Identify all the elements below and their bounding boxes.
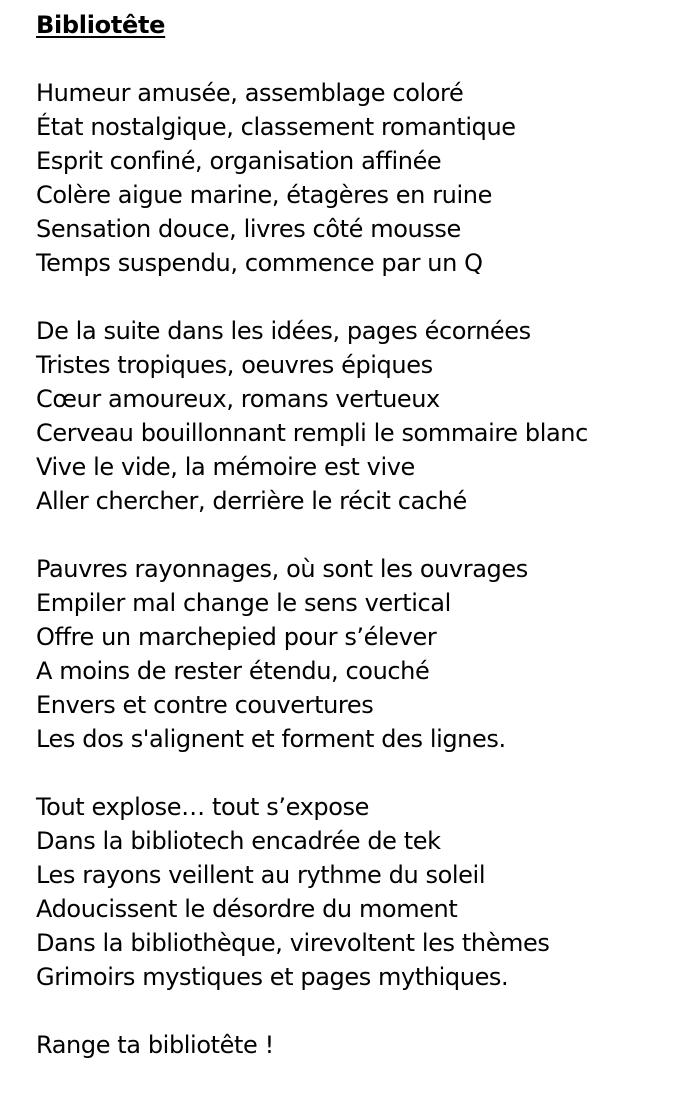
stanza-5 — [36, 1028, 676, 1062]
poem-line: A moins de rester étendu, couché — [36, 657, 430, 685]
poem-line: Les rayons veillent au rythme du soleil — [36, 861, 486, 889]
poem-line: Offre un marchepied pour s’élever — [36, 623, 437, 651]
stanza-3 — [36, 552, 676, 756]
poem-line: Vive le vide, la mémoire est vive — [36, 453, 415, 481]
poem-line: Dans la bibliotech encadrée de tek — [36, 827, 441, 855]
poem-line: Sensation douce, livres côté mousse — [36, 215, 461, 243]
poem-line: Cœur amoureux, romans vertueux — [36, 385, 440, 413]
poem-line: Humeur amusée, assemblage coloré — [36, 79, 464, 107]
poem-line: De la suite dans les idées, pages écornées — [36, 317, 531, 345]
poem-line: Temps suspendu, commence par un Q — [36, 249, 483, 277]
poem-title: Bibliotête — [36, 11, 166, 39]
poem-line: Empiler mal change le sens vertical — [36, 589, 451, 617]
poem-line: État nostalgique, classement romantique — [36, 113, 516, 141]
poem-line: Les dos s'alignent et forment des lignes. — [36, 725, 506, 753]
stanza-4 — [36, 790, 676, 994]
poem-line: Pauvres rayonnages, où sont les ouvrages — [36, 555, 528, 583]
poem-line: Adoucissent le désordre du moment — [36, 895, 458, 923]
poem-line: Envers et contre couvertures — [36, 691, 374, 719]
poem-line: Tristes tropiques, oeuvres épiques — [36, 351, 433, 379]
stanza-1 — [36, 76, 676, 280]
stanza-2 — [36, 314, 676, 518]
poem-line: Dans la bibliothèque, virevoltent les thèmes — [36, 929, 550, 957]
poem-line: Grimoirs mystiques et pages mythiques. — [36, 963, 509, 991]
poem-document — [36, 8, 676, 1062]
poem-line: Tout explose… tout s’expose — [36, 793, 369, 821]
poem-closing-line: Range ta bibliotête ! — [36, 1031, 274, 1059]
poem-line: Esprit confiné, organisation affinée — [36, 147, 442, 175]
poem-line: Aller chercher, derrière le récit caché — [36, 487, 467, 515]
poem-line: Colère aigue marine, étagères en ruine — [36, 181, 492, 209]
poem-line: Cerveau bouillonnant rempli le sommaire blanc — [36, 419, 588, 447]
